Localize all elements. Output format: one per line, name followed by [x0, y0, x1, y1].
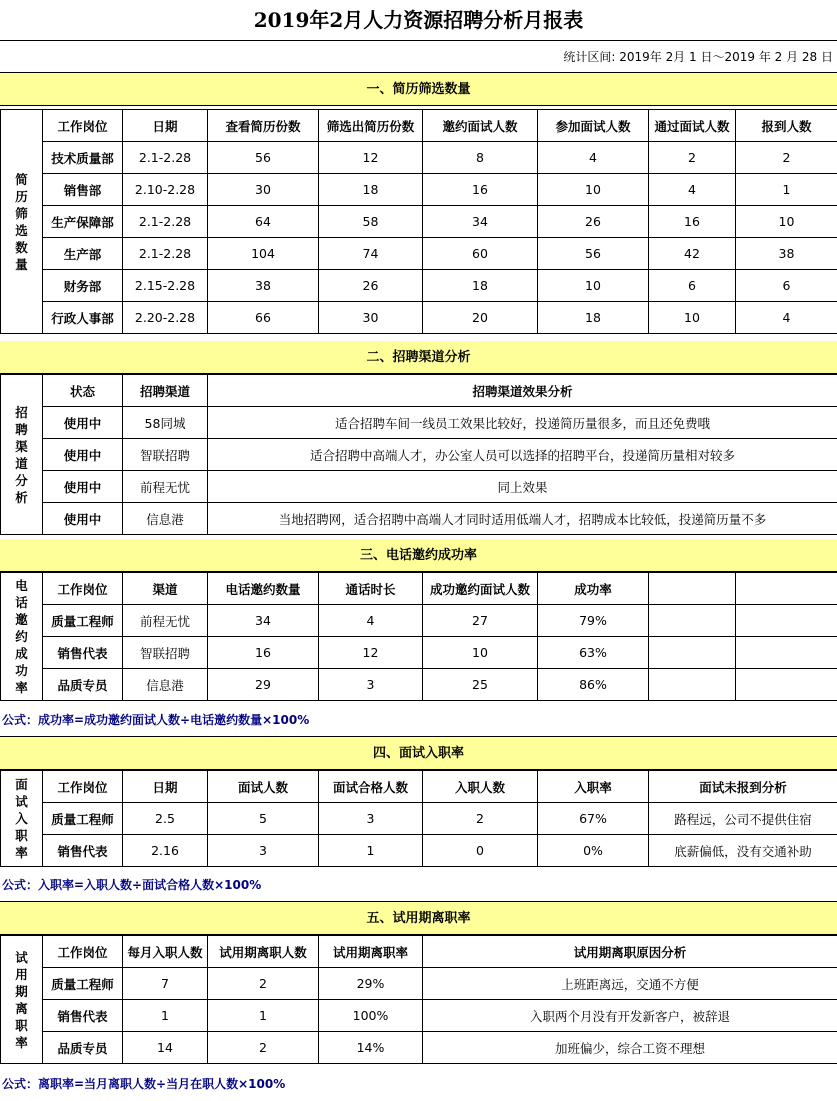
- section2-heading: 二、招聘渠道分析: [0, 341, 837, 374]
- table-cell: 信息港: [123, 669, 208, 701]
- table-cell: 技术质量部: [43, 142, 123, 174]
- table-cell: 2.5: [123, 803, 208, 835]
- table-cell: 2.10-2.28: [123, 174, 208, 206]
- table-cell: 品质专员: [43, 1032, 123, 1064]
- table-cell: 4: [319, 605, 423, 637]
- table-cell: 2: [649, 142, 736, 174]
- table-cell: 2.1-2.28: [123, 206, 208, 238]
- column-header: 工作岗位: [43, 110, 123, 142]
- table-cell: 路程远，公司不提供住宿: [649, 803, 837, 835]
- table-row: [1, 407, 837, 439]
- table-cell: 104: [208, 238, 319, 270]
- table-cell: 10: [538, 270, 649, 302]
- table-cell: 销售代表: [43, 835, 123, 867]
- table-cell: 79%: [538, 605, 649, 637]
- table-cell: 26: [319, 270, 423, 302]
- table-cell: 销售部: [43, 174, 123, 206]
- table-row: [1, 503, 837, 535]
- table-cell: 前程无忧: [123, 471, 208, 503]
- s5-side-label: [1, 936, 43, 1064]
- table-cell: 生产部: [43, 238, 123, 270]
- table-cell: 行政人事部: [43, 302, 123, 334]
- column-header: 成功邀约面试人数: [423, 573, 538, 605]
- interview-onboard-table: [0, 770, 837, 867]
- table-cell: 38: [208, 270, 319, 302]
- table-row: [1, 637, 837, 669]
- section4-heading: 四、面试入职率: [0, 737, 837, 770]
- table-cell: [649, 605, 736, 637]
- table-cell: 销售代表: [43, 637, 123, 669]
- table-cell: 质量工程师: [43, 968, 123, 1000]
- table-cell: 3: [319, 803, 423, 835]
- table-cell: 2: [208, 968, 319, 1000]
- table-cell: 16: [423, 174, 538, 206]
- table-cell: 2: [423, 803, 538, 835]
- table-cell: [736, 637, 837, 669]
- table-cell: 10: [736, 206, 837, 238]
- column-header: 试用期离职人数: [208, 936, 319, 968]
- table-cell: 58: [319, 206, 423, 238]
- header-row: [1, 375, 837, 407]
- table-cell: 6: [736, 270, 837, 302]
- table-cell: 入职两个月没有开发新客户，被辞退: [423, 1000, 837, 1032]
- table-cell: 14%: [319, 1032, 423, 1064]
- table-cell: 42: [649, 238, 736, 270]
- table-row: [1, 803, 837, 835]
- resume-screening-table: [0, 109, 837, 334]
- column-header: 筛选出简历份数: [319, 110, 423, 142]
- table-row: [1, 439, 837, 471]
- table-cell: 使用中: [43, 407, 123, 439]
- table-cell: 3: [208, 835, 319, 867]
- table-cell: 2.15-2.28: [123, 270, 208, 302]
- table-cell: 2.16: [123, 835, 208, 867]
- table-cell: 10: [423, 637, 538, 669]
- table-cell: 58同城: [123, 407, 208, 439]
- column-header: 电话邀约数量: [208, 573, 319, 605]
- column-header: 渠道: [123, 573, 208, 605]
- table-cell: [649, 637, 736, 669]
- table-row: [1, 206, 837, 238]
- table-cell: [649, 669, 736, 701]
- column-header: 工作岗位: [43, 573, 123, 605]
- table-cell: 质量工程师: [43, 605, 123, 637]
- table-cell: 4: [538, 142, 649, 174]
- table-cell: 适合招聘车间一线员工效果比较好，投递简历量很多，而且还免费哦: [208, 407, 837, 439]
- table-cell: 3: [319, 669, 423, 701]
- column-header: 面试人数: [208, 771, 319, 803]
- column-header: 邀约面试人数: [423, 110, 538, 142]
- side-label-text: 试用期离职率: [15, 949, 28, 1050]
- table-cell: 34: [423, 206, 538, 238]
- header-row: [1, 110, 837, 142]
- table-cell: 2: [736, 142, 837, 174]
- table-cell: 18: [538, 302, 649, 334]
- table-cell: 2.1-2.28: [123, 238, 208, 270]
- table-cell: 质量工程师: [43, 803, 123, 835]
- table-cell: 1: [123, 1000, 208, 1032]
- table-cell: 67%: [538, 803, 649, 835]
- table-row: [1, 302, 837, 334]
- column-header: 日期: [123, 110, 208, 142]
- table-cell: 30: [208, 174, 319, 206]
- table-cell: 4: [649, 174, 736, 206]
- side-label-text: 简历筛选数量: [15, 171, 28, 272]
- table-cell: 100%: [319, 1000, 423, 1032]
- section3-heading: 三、电话邀约成功率: [0, 539, 837, 572]
- stat-period: 统计区间: 2019年 2月 1 日～2019 年 2 月 28 日: [0, 41, 837, 73]
- table-cell: 适合招聘中高端人才，办公室人员可以选择的招聘平台，投递简历量相对较多: [208, 439, 837, 471]
- report-title: 2019年2月人力资源招聘分析月报表: [0, 0, 837, 41]
- column-header: 参加面试人数: [538, 110, 649, 142]
- column-header: 查看简历份数: [208, 110, 319, 142]
- header-row: [1, 936, 837, 968]
- table-cell: 财务部: [43, 270, 123, 302]
- column-header: 入职人数: [423, 771, 538, 803]
- table-cell: 12: [319, 637, 423, 669]
- table-cell: 10: [538, 174, 649, 206]
- table-cell: 前程无忧: [123, 605, 208, 637]
- table-cell: 0%: [538, 835, 649, 867]
- table-cell: 8: [423, 142, 538, 174]
- table-cell: 1: [319, 835, 423, 867]
- table-cell: 18: [423, 270, 538, 302]
- table-cell: 66: [208, 302, 319, 334]
- table-cell: 1: [736, 174, 837, 206]
- table-row: [1, 471, 837, 503]
- column-header: 工作岗位: [43, 771, 123, 803]
- column-header: [736, 573, 837, 605]
- table-cell: 当地招聘网，适合招聘中高端人才同时适用低端人才，招聘成本比较低，投递简历量不多: [208, 503, 837, 535]
- section5-heading: 五、试用期离职率: [0, 902, 837, 935]
- table-cell: 56: [208, 142, 319, 174]
- s3-side-label: [1, 573, 43, 701]
- column-header: 每月入职人数: [123, 936, 208, 968]
- table-cell: 7: [123, 968, 208, 1000]
- table-cell: 上班距离远，交通不方便: [423, 968, 837, 1000]
- section4-formula: 公式：入职率=入职人数÷面试合格人数×100%: [0, 869, 837, 902]
- table-cell: [736, 605, 837, 637]
- side-label-text: 电话邀约成功率: [15, 578, 28, 695]
- table-cell: 25: [423, 669, 538, 701]
- table-cell: 底薪偏低，没有交通补助: [649, 835, 837, 867]
- table-cell: 10: [649, 302, 736, 334]
- column-header: 日期: [123, 771, 208, 803]
- table-cell: 16: [649, 206, 736, 238]
- column-header: 工作岗位: [43, 936, 123, 968]
- table-cell: 12: [319, 142, 423, 174]
- channel-analysis-table: [0, 374, 837, 535]
- table-cell: 14: [123, 1032, 208, 1064]
- header-row: [1, 771, 837, 803]
- table-cell: 智联招聘: [123, 637, 208, 669]
- table-row: [1, 1000, 837, 1032]
- table-row: [1, 835, 837, 867]
- phone-invite-table: [0, 572, 837, 701]
- table-cell: 18: [319, 174, 423, 206]
- table-cell: 销售代表: [43, 1000, 123, 1032]
- table-cell: 60: [423, 238, 538, 270]
- table-cell: 使用中: [43, 503, 123, 535]
- column-header: 试用期离职率: [319, 936, 423, 968]
- table-cell: 使用中: [43, 471, 123, 503]
- table-cell: 29: [208, 669, 319, 701]
- column-header: [649, 573, 736, 605]
- table-cell: 30: [319, 302, 423, 334]
- s4-side-label: [1, 771, 43, 867]
- table-cell: 27: [423, 605, 538, 637]
- table-cell: 64: [208, 206, 319, 238]
- section1-heading: 一、简历筛选数量: [0, 73, 837, 106]
- probation-turnover-table: [0, 935, 837, 1064]
- table-cell: 86%: [538, 669, 649, 701]
- table-cell: 74: [319, 238, 423, 270]
- table-cell: 智联招聘: [123, 439, 208, 471]
- table-cell: 信息港: [123, 503, 208, 535]
- table-cell: 26: [538, 206, 649, 238]
- table-cell: 16: [208, 637, 319, 669]
- table-row: [1, 1032, 837, 1064]
- side-label-text: 面试入职率: [15, 777, 28, 860]
- s1-side-label: [1, 110, 43, 334]
- s2-side-label: [1, 375, 43, 535]
- table-cell: 0: [423, 835, 538, 867]
- table-cell: [736, 669, 837, 701]
- column-header: 通话时长: [319, 573, 423, 605]
- section5-formula: 公式：离职率=当月离职人数÷当月在职人数×100%: [2, 1077, 286, 1091]
- column-header: 招聘渠道效果分析: [208, 375, 837, 407]
- table-cell: 29%: [319, 968, 423, 1000]
- table-cell: 品质专员: [43, 669, 123, 701]
- table-cell: 2.1-2.28: [123, 142, 208, 174]
- table-cell: 同上效果: [208, 471, 837, 503]
- column-header: 入职率: [538, 771, 649, 803]
- table-row: [1, 174, 837, 206]
- table-cell: 2.20-2.28: [123, 302, 208, 334]
- table-cell: 1: [208, 1000, 319, 1032]
- column-header: 状态: [43, 375, 123, 407]
- table-cell: 加班偏少，综合工资不理想: [423, 1032, 837, 1064]
- header-row: [1, 573, 837, 605]
- table-cell: 20: [423, 302, 538, 334]
- column-header: 通过面试人数: [649, 110, 736, 142]
- column-header: 试用期离职原因分析: [423, 936, 837, 968]
- table-row: [1, 669, 837, 701]
- table-cell: 56: [538, 238, 649, 270]
- section3-formula: 公式：成功率=成功邀约面试人数÷电话邀约数量×100%: [0, 704, 837, 737]
- table-cell: 38: [736, 238, 837, 270]
- table-row: [1, 270, 837, 302]
- column-header: 报到人数: [736, 110, 837, 142]
- table-cell: 63%: [538, 637, 649, 669]
- column-header: 面试合格人数: [319, 771, 423, 803]
- table-cell: 6: [649, 270, 736, 302]
- table-row: [1, 142, 837, 174]
- table-row: [1, 968, 837, 1000]
- table-row: [1, 605, 837, 637]
- table-cell: 4: [736, 302, 837, 334]
- column-header: 面试未报到分析: [649, 771, 837, 803]
- table-cell: 34: [208, 605, 319, 637]
- table-cell: 5: [208, 803, 319, 835]
- side-label-text: 招聘渠道分析: [15, 404, 28, 505]
- table-row: [1, 238, 837, 270]
- table-cell: 使用中: [43, 439, 123, 471]
- column-header: 成功率: [538, 573, 649, 605]
- table-cell: 2: [208, 1032, 319, 1064]
- column-header: 招聘渠道: [123, 375, 208, 407]
- table-cell: 生产保障部: [43, 206, 123, 238]
